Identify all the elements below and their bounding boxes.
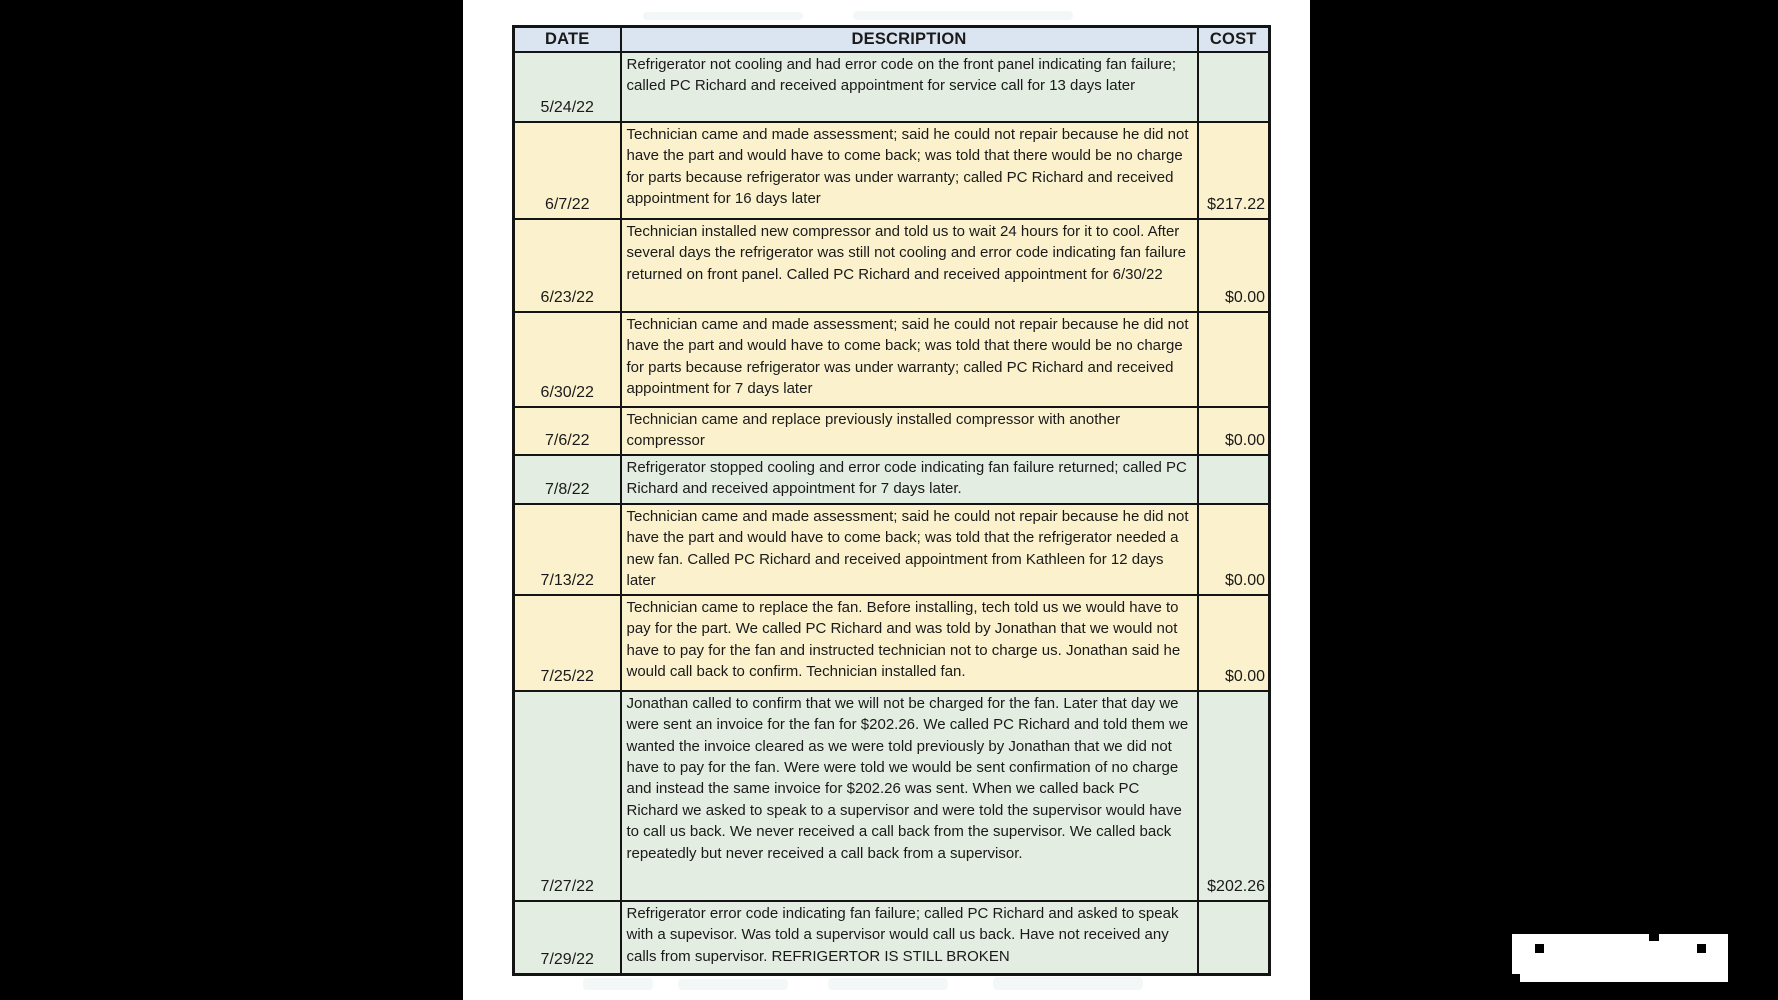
- cost-cell: $202.26: [1198, 691, 1270, 901]
- watermark-speck: [1512, 974, 1520, 982]
- date-cell: 7/27/22: [514, 691, 621, 901]
- date-cell: 6/7/22: [514, 122, 621, 219]
- scan-smudge: [993, 977, 1143, 990]
- description-cell: Refrigerator error code indicating fan failure; called PC Richard and asked to speak with a supevisor. Was told a supervisor would call us back. Have not received any calls from supervisor. REFRIGERTOR IS STILL BROKEN: [621, 901, 1198, 975]
- table-row: [514, 901, 1270, 975]
- cost-cell: $0.00: [1198, 219, 1270, 312]
- table-row: [514, 122, 1270, 219]
- table-row: [514, 312, 1270, 407]
- cost-cell: [1198, 455, 1270, 504]
- description-cell: Refrigerator not cooling and had error code on the front panel indicating fan failure; called PC Richard and received appointment for service call for 13 days later: [621, 52, 1198, 122]
- date-cell: 7/6/22: [514, 407, 621, 455]
- watermark-speck: [1697, 944, 1706, 953]
- table-row: [514, 595, 1270, 691]
- cost-cell: $0.00: [1198, 504, 1270, 595]
- description-cell: Refrigerator stopped cooling and error code indicating fan failure returned; called PC Richard and received appointment for 7 days later.: [621, 455, 1198, 504]
- scan-smudge: [828, 978, 948, 990]
- service-log-table: [512, 25, 1271, 976]
- description-cell: Technician came and made assessment; said he could not repair because he did not have the part and would have to come back; was told that there would be no charge for parts because refrigerator was under warranty; called PC Richard and received appointment for 7 days later: [621, 312, 1198, 407]
- table-row: [514, 691, 1270, 901]
- scan-smudge: [643, 12, 803, 20]
- cost-cell: $0.00: [1198, 407, 1270, 455]
- table-body: [514, 52, 1270, 975]
- scan-smudge: [853, 11, 1073, 20]
- cost-cell: $217.22: [1198, 122, 1270, 219]
- table-row: [514, 52, 1270, 122]
- column-header-description: DESCRIPTION: [621, 27, 1198, 53]
- cost-cell: $0.00: [1198, 595, 1270, 691]
- date-cell: 7/25/22: [514, 595, 621, 691]
- description-cell: Technician came and replace previously installed compressor with another compressor: [621, 407, 1198, 455]
- description-cell: Technician installed new compressor and told us to wait 24 hours for it to cool. After several days the refrigerator was still not cooling and error code indicating fan failure returned on front panel. Called PC Richard and received appointment for 6/30/22: [621, 219, 1198, 312]
- description-cell: Technician came and made assessment; said he could not repair because he did not have the part and would have to come back; was told that there would be no charge for parts because refrigerator was under warranty; called PC Richard and received appointment for 16 days later: [621, 122, 1198, 219]
- description-cell: Technician came and made assessment; said he could not repair because he did not have the part and would have to come back; was told that the refrigerator needed a new fan. Called PC Richard and received appointment from Kathleen for 12 days later: [621, 504, 1198, 595]
- scan-smudge: [678, 979, 788, 990]
- table-row: [514, 219, 1270, 312]
- date-cell: 6/30/22: [514, 312, 621, 407]
- column-header-date: DATE: [514, 27, 621, 53]
- date-cell: 5/24/22: [514, 52, 621, 122]
- table-row: [514, 455, 1270, 504]
- date-cell: 7/29/22: [514, 901, 621, 975]
- scan-smudge: [583, 978, 653, 990]
- column-header-cost: COST: [1198, 27, 1270, 53]
- cost-cell: [1198, 901, 1270, 975]
- date-cell: 6/23/22: [514, 219, 621, 312]
- table-row: [514, 407, 1270, 455]
- description-cell: Jonathan called to confirm that we will not be charged for the fan. Later that day we were sent an invoice for the fan for $202.26. We called PC Richard and told them we wanted the invoice cleared as we were told previously by Jonathan that we did not have to pay for the fan. Were were told we would be sent confirmation of no charge and instead the same invoice for $202.26 was sent. When we called back PC Richard we asked to speak to a supervisor and were told the supervisor would have to call us back. We never received a call back from the supervisor. We called back repeatedly but never received a call back from a supervisor.: [621, 691, 1198, 901]
- cost-cell: [1198, 312, 1270, 407]
- redacted-watermark: [1512, 934, 1728, 982]
- document-page: [463, 0, 1310, 1000]
- watermark-speck: [1535, 944, 1544, 953]
- date-cell: 7/13/22: [514, 504, 621, 595]
- date-cell: 7/8/22: [514, 455, 621, 504]
- cost-cell: [1198, 52, 1270, 122]
- table-header-row: [514, 27, 1270, 53]
- watermark-speck: [1649, 934, 1659, 941]
- table-row: [514, 504, 1270, 595]
- description-cell: Technician came to replace the fan. Before installing, tech told us we would have to pay for the part. We called PC Richard and was told by Jonathan that we would not have to pay for the fan and instructed technician not to charge us. Jonathan said he would call back to confirm. Technician installed fan.: [621, 595, 1198, 691]
